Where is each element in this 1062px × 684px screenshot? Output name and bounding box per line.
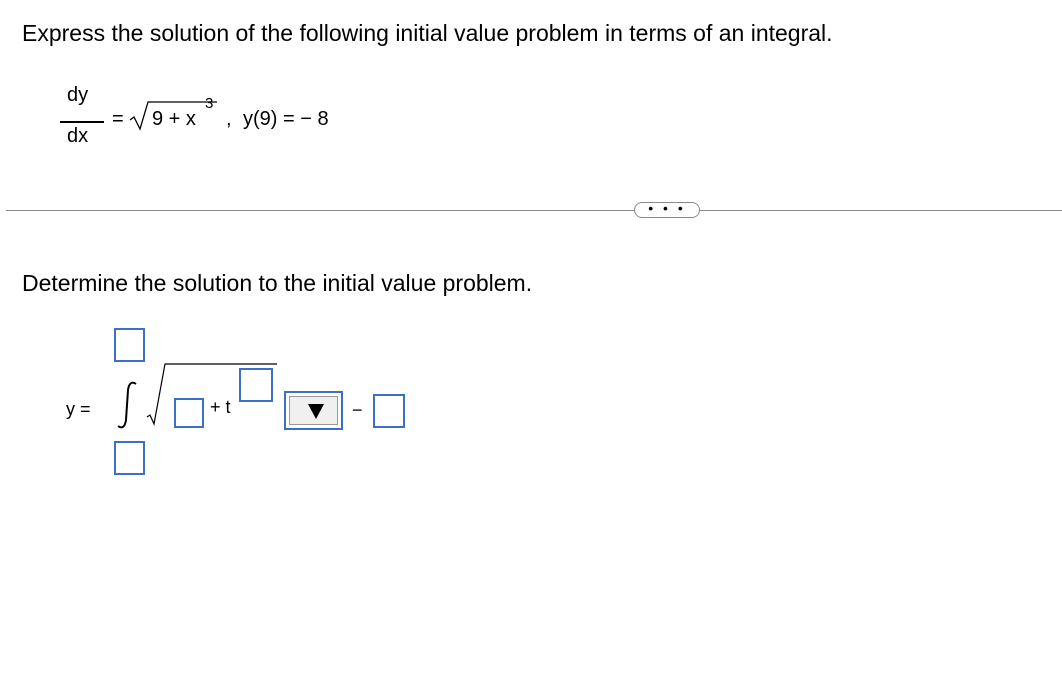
more-options-button[interactable]: • • • (634, 202, 700, 218)
dropdown-arrow-icon[interactable] (307, 403, 325, 421)
upper-limit-input[interactable] (114, 328, 145, 362)
comma-separator: , (226, 108, 232, 130)
minus-sign: − (352, 400, 363, 420)
lower-limit-input[interactable] (114, 441, 145, 475)
fraction-bar (60, 121, 104, 123)
question-prompt: Express the solution of the following initial value problem in terms of an integral. (22, 20, 833, 46)
constant-input[interactable] (373, 394, 405, 428)
answer-lhs: y = (66, 399, 91, 419)
plus-t-text: + t (210, 397, 231, 417)
radicand-input[interactable] (174, 398, 204, 428)
dropdown-field[interactable] (289, 396, 338, 425)
radicand-text: 9 + x (152, 108, 196, 130)
exponent-input[interactable] (239, 368, 273, 402)
integral-sign-icon (114, 380, 142, 430)
equals-sign: = (112, 108, 124, 130)
fraction-denominator: dx (67, 125, 89, 147)
variable-dropdown[interactable] (284, 391, 343, 430)
part-title: Determine the solution to the initial value problem. (22, 270, 533, 296)
section-divider (6, 210, 1062, 211)
exponent-text: 3 (205, 95, 214, 112)
fraction-numerator: dy (67, 84, 89, 106)
initial-condition: y(9) = − 8 (243, 108, 329, 130)
